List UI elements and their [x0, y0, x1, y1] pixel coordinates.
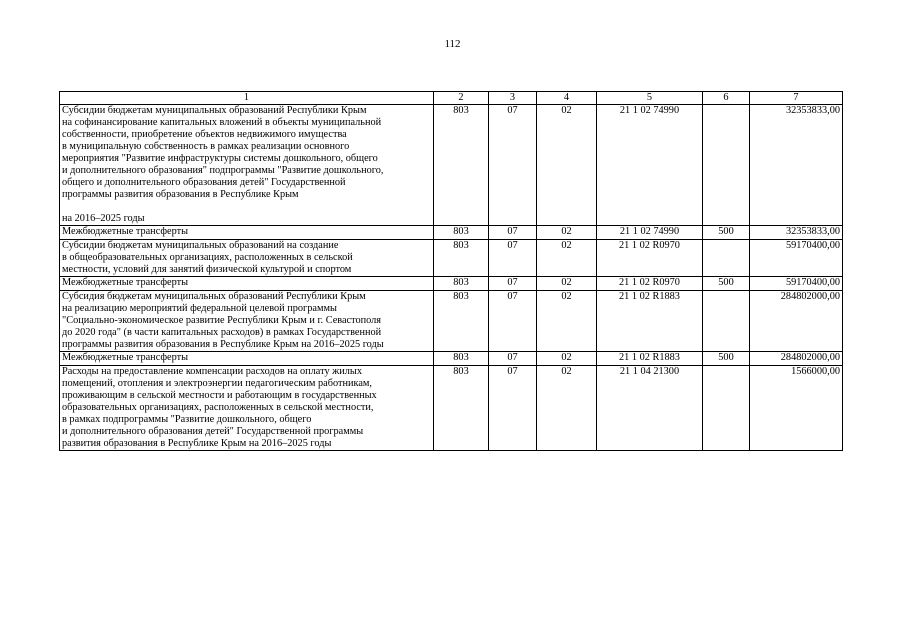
row-description: [60, 291, 434, 352]
header-col-1: 1: [60, 92, 434, 105]
amount: 284802000,00: [750, 291, 843, 352]
table-row: [60, 352, 843, 366]
subsection-code: 02: [537, 366, 597, 451]
header-col-3: 3: [489, 92, 537, 105]
header-col-4: 4: [537, 92, 597, 105]
section-code: 07: [489, 105, 537, 226]
description-line: Субсидия бюджетам муниципальных образований Республики Крым: [62, 291, 366, 302]
header-row: [60, 92, 843, 105]
description-line: мероприятия "Развитие инфраструктуры системы дошкольного, общего: [62, 153, 378, 164]
row-description: [60, 240, 434, 277]
expense-type-code: [703, 291, 750, 352]
description-line: и дополнительного образования" подпрограммы "Развитие дошкольного,: [62, 165, 384, 176]
target-article-code: 21 1 02 R1883: [597, 352, 703, 366]
description-line: проживающим в сельской местности и работающим в государственных: [62, 390, 377, 401]
row-description: [60, 226, 434, 240]
table-row: [60, 366, 843, 451]
target-article-code: 21 1 04 21300: [597, 366, 703, 451]
ministry-code: 803: [434, 352, 489, 366]
section-code: 07: [489, 352, 537, 366]
description-line: до 2020 года" (в части капитальных расходов) в рамках Государственной: [62, 327, 382, 338]
ministry-code: 803: [434, 226, 489, 240]
description-line: местности, условий для занятий физической культурой и спортом: [62, 264, 352, 275]
amount: 59170400,00: [750, 277, 843, 291]
amount: 32353833,00: [750, 226, 843, 240]
description-line: в общеобразовательных организациях, расположенных в сельской: [62, 252, 353, 263]
row-description: [60, 366, 434, 451]
description-line: Межбюджетные трансферты: [62, 277, 189, 288]
description-line: общего и дополнительного образования детей" Государственной: [62, 177, 346, 188]
description-line: программы развития образования в Республике Крым на 2016–2025 годы: [62, 339, 384, 350]
expense-type-code: [703, 366, 750, 451]
expense-type-code: 500: [703, 226, 750, 240]
section-code: 07: [489, 277, 537, 291]
target-article-code: 21 1 02 R0970: [597, 240, 703, 277]
description-line: образовательных организациях, расположенных в сельской местности,: [62, 402, 374, 413]
description-line: Субсидии бюджетам муниципальных образований Республики Крым: [62, 105, 367, 116]
amount: 59170400,00: [750, 240, 843, 277]
description-line: "Социально-экономическое развитие Республики Крым и г. Севастополя: [62, 315, 382, 326]
description-line: помещений, отопления и электроэнергии педагогическим работникам,: [62, 378, 372, 389]
expense-type-code: [703, 240, 750, 277]
target-article-code: 21 1 02 74990: [597, 105, 703, 226]
page-number: 112: [444, 38, 461, 50]
description-line: на реализацию мероприятий федеральной целевой программы: [62, 303, 337, 314]
table-row: [60, 226, 843, 240]
header-col-7: 7: [750, 92, 843, 105]
subsection-code: 02: [537, 352, 597, 366]
target-article-code: 21 1 02 R1883: [597, 291, 703, 352]
description-line: Межбюджетные трансферты: [62, 352, 189, 363]
row-description: [60, 277, 434, 291]
expense-type-code: [703, 105, 750, 226]
subsection-code: 02: [537, 240, 597, 277]
description-line: программы развития образования в Республике Крым: [62, 189, 299, 200]
description-line: на софинансирование капитальных вложений в объекты муниципальной: [62, 117, 382, 128]
table-row: [60, 240, 843, 277]
subsection-code: 02: [537, 105, 597, 226]
ministry-code: 803: [434, 240, 489, 277]
table-row: [60, 291, 843, 352]
row-description: [60, 105, 434, 226]
description-line: Межбюджетные трансферты: [62, 226, 189, 237]
description-line: Субсидии бюджетам муниципальных образований на создание: [62, 240, 339, 251]
ministry-code: 803: [434, 105, 489, 226]
table-row: [60, 277, 843, 291]
section-code: 07: [489, 366, 537, 451]
description-line: и дополнительного образования детей" Государственной программы: [62, 426, 364, 437]
expense-type-code: 500: [703, 277, 750, 291]
description-gap: [62, 201, 431, 213]
amount: 1566000,00: [750, 366, 843, 451]
subsection-code: 02: [537, 226, 597, 240]
budget-table: [59, 91, 843, 451]
target-article-code: 21 1 02 R0970: [597, 277, 703, 291]
expense-type-code: 500: [703, 352, 750, 366]
ministry-code: 803: [434, 366, 489, 451]
header-col-2: 2: [434, 92, 489, 105]
ministry-code: 803: [434, 277, 489, 291]
description-line: развития образования в Республике Крым на 2016–2025 годы: [62, 438, 332, 449]
row-description: [60, 352, 434, 366]
table-row: [60, 105, 843, 226]
target-article-code: 21 1 02 74990: [597, 226, 703, 240]
amount: 284802000,00: [750, 352, 843, 366]
header-col-6: 6: [703, 92, 750, 105]
description-line: в муниципальную собственность в рамках реализации основного: [62, 141, 350, 152]
section-code: 07: [489, 240, 537, 277]
description-line: собственности, приобретение объектов недвижимого имущества: [62, 129, 347, 140]
section-code: 07: [489, 291, 537, 352]
amount: 32353833,00: [750, 105, 843, 226]
subsection-code: 02: [537, 277, 597, 291]
ministry-code: 803: [434, 291, 489, 352]
description-line: в рамках подпрограммы "Развитие дошкольного, общего: [62, 414, 312, 425]
section-code: 07: [489, 226, 537, 240]
description-line: Расходы на предоставление компенсации расходов на оплату жилых: [62, 366, 362, 377]
subsection-code: 02: [537, 291, 597, 352]
description-line: на 2016–2025 годы: [62, 213, 145, 224]
header-col-5: 5: [597, 92, 703, 105]
